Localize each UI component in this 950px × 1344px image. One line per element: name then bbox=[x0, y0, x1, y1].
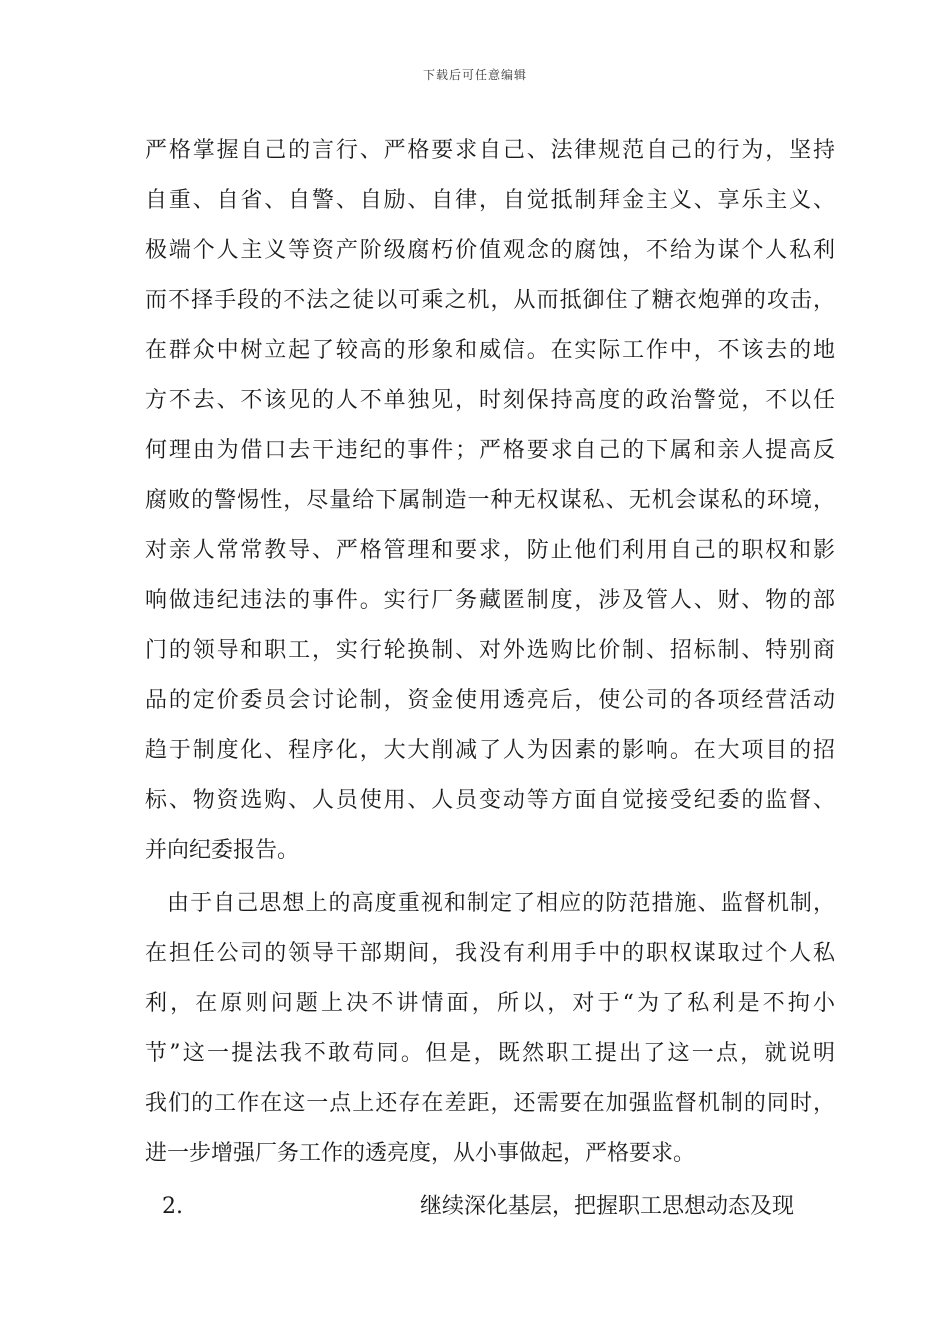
text-line: 严格掌握自己的言行、严格要求自己、法律规范自己的行为，坚持 bbox=[145, 138, 835, 163]
text-line: 并向纪委报告。 bbox=[145, 838, 300, 863]
text-line: 在群众中树立起了较高的形象和威信。在实际工作中，不该去的地 bbox=[145, 338, 835, 363]
text-line: 利，在原则问题上决不讲情面，所以，对于“为了私利是不拘小 bbox=[145, 991, 835, 1016]
document-body bbox=[145, 131, 835, 1237]
text-line: 节”这一提法我不敢苟同。但是，既然职工提出了这一点，就说明 bbox=[145, 1041, 835, 1066]
section-heading-number: 2. bbox=[162, 1194, 183, 1219]
text-line: 趋于制度化、程序化，大大削减了人为因素的影响。在大项目的招 bbox=[145, 738, 835, 763]
section-heading-text: 继续深化基层，把握职工思想动态及现 bbox=[420, 1194, 795, 1219]
section-heading bbox=[145, 1187, 835, 1237]
text-line: 腐败的警惕性，尽量给下属制造一种无权谋私、无机会谋私的环境， bbox=[145, 488, 835, 513]
text-line: 而不择手段的不法之徒以可乘之机，从而抵御住了糖衣炮弹的攻击， bbox=[145, 288, 835, 313]
text-line: 在担任公司的领导干部期间，我没有利用手中的职权谋取过个人私 bbox=[145, 941, 835, 966]
text-line: 门的领导和职工，实行轮换制、对外选购比价制、招标制、特别商 bbox=[145, 638, 835, 663]
text-line: 极端个人主义等资产阶级腐朽价值观念的腐蚀，不给为谋个人私利 bbox=[145, 238, 835, 263]
text-line: 自重、自省、自警、自励、自律，自觉抵制拜金主义、享乐主义、 bbox=[145, 188, 835, 213]
paragraph-1 bbox=[145, 131, 835, 881]
text-line: 方不去、不该见的人不单独见，时刻保持高度的政治警觉，不以任 bbox=[145, 388, 835, 413]
text-line: 对亲人常常教导、严格管理和要求，防止他们利用自己的职权和影 bbox=[145, 538, 835, 563]
page-header-note: 下载后可任意编辑 bbox=[422, 68, 527, 82]
text-line: 响做违纪违法的事件。实行厂务藏匿制度，涉及管人、财、物的部 bbox=[145, 588, 835, 613]
text-line: 标、物资选购、人员使用、人员变动等方面自觉接受纪委的监督、 bbox=[145, 788, 835, 813]
text-line: 我们的工作在这一点上还存在差距，还需要在加强监督机制的同时， bbox=[145, 1091, 835, 1116]
text-line: 何理由为借口去干违纪的事件；严格要求自己的下属和亲人提高反 bbox=[145, 438, 835, 463]
text-line: 由于自己思想上的高度重视和制定了相应的防范措施、监督机制， bbox=[167, 891, 835, 916]
text-line: 品的定价委员会讨论制，资金使用透亮后，使公司的各项经营活动 bbox=[145, 688, 835, 713]
text-line: 进一步增强厂务工作的透亮度，从小事做起，严格要求。 bbox=[145, 1141, 696, 1166]
paragraph-2 bbox=[145, 884, 835, 1184]
